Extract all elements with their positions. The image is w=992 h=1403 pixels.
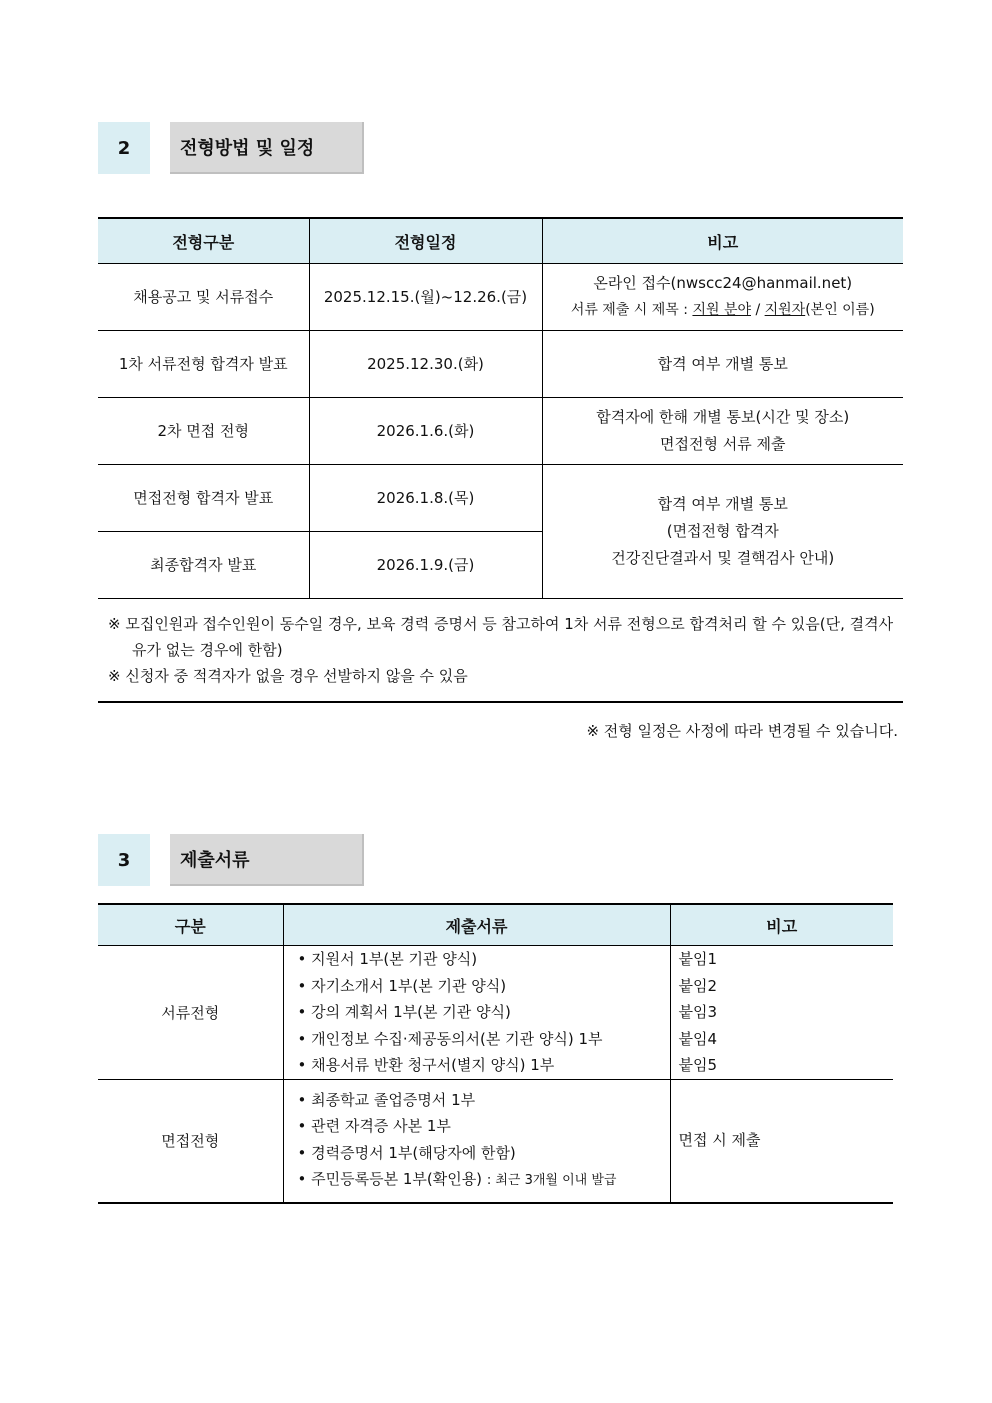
list-item: • 자기소개서 1부(본 기관 양식) — [297, 976, 507, 995]
list-item-note: : 최근 3개월 이내 발급 — [486, 1173, 617, 1188]
row-remark: 면접 시 제출 — [670, 1079, 893, 1203]
row-remark: 합격 여부 개별 통보 — [542, 331, 903, 398]
row-items — [283, 1079, 670, 1203]
list-item-text: • 주민등록등본 1부(확인용) — [297, 1170, 487, 1188]
document-list — [284, 946, 670, 1079]
remark-line: (면접전형 합격자 — [666, 522, 779, 540]
row-category: 서류전형 — [98, 946, 283, 1080]
row-schedule: 2025.12.30.(화) — [309, 331, 542, 398]
schedule-table — [98, 217, 903, 599]
remark-line: 붙임3 — [678, 1003, 718, 1021]
row-schedule: 2025.12.15.(월)~12.26.(금) — [309, 264, 542, 331]
row-items — [283, 946, 670, 1080]
list-item: • 지원서 1부(본 기관 양식) — [297, 950, 478, 968]
row-schedule: 2026.1.8.(목) — [309, 465, 542, 532]
column-header: 전형일정 — [309, 218, 542, 264]
row-schedule: 2026.1.6.(화) — [309, 398, 542, 465]
remark-line: 붙임1 — [678, 950, 718, 968]
section-3-title: 제출서류 — [170, 834, 364, 886]
table-row — [98, 1079, 893, 1203]
remark-text: 서류 제출 시 제목 : — [570, 302, 693, 318]
table-row — [98, 398, 903, 465]
list-item: • 채용서류 반환 청구서(별지 양식) 1부 — [297, 1056, 555, 1074]
row-category: 2차 면접 전형 — [98, 398, 309, 465]
schedule-footnote: ※ 전형 일정은 사정에 따라 변경될 수 있습니다. — [586, 722, 898, 740]
remark-underlined: 지원 분야 — [692, 302, 751, 318]
section-2-title: 전형방법 및 일정 — [170, 122, 364, 174]
remark-line: 붙임5 — [678, 1056, 718, 1074]
column-header: 전형구분 — [98, 218, 309, 264]
row-category: 면접전형 — [98, 1079, 283, 1203]
column-header: 비고 — [542, 218, 903, 264]
row-category: 채용공고 및 서류접수 — [98, 264, 309, 331]
table-header-row — [98, 904, 893, 946]
remark-line: 온라인 접수(nwscc24@hanmail.net) — [593, 274, 853, 292]
row-schedule: 2026.1.9.(금) — [309, 532, 542, 599]
remark-text: (본인 이름) — [805, 302, 875, 318]
remark-line: 붙임2 — [678, 976, 718, 995]
list-item: • 최종학교 졸업증명서 1부 — [297, 1090, 476, 1109]
remark-line: 면접전형 서류 제출 — [660, 435, 786, 453]
list-item — [298, 1166, 670, 1195]
documents-table — [98, 903, 893, 1204]
document-list — [284, 1087, 670, 1195]
remark-line: 건강진단결과서 및 결핵검사 안내) — [611, 549, 835, 567]
section-3-header — [98, 834, 364, 886]
section-3-number: 3 — [98, 834, 150, 886]
remark-line — [543, 297, 904, 324]
table-row — [98, 946, 893, 1080]
list-item: • 관련 자격증 사본 1부 — [297, 1117, 451, 1135]
row-remark — [542, 398, 903, 465]
row-category: 최종합격자 발표 — [98, 532, 309, 599]
note-item: ※ 모집인원과 접수인원이 동수일 경우, 보육 경력 증명서 등 참고하여 1차 서류 전형으로 합격처리 할 수 있음(단, 결격사유가 없는 경우에 한함) — [108, 615, 894, 659]
column-header: 구분 — [98, 904, 283, 946]
notes-box — [98, 597, 903, 703]
row-remark — [542, 465, 903, 599]
list-item: • 개인정보 수집·제공동의서(본 기관 양식) 1부 — [297, 1029, 603, 1048]
note-item: ※ 신청자 중 적격자가 없을 경우 선발하지 않을 수 있음 — [108, 667, 468, 685]
row-category: 1차 서류전형 합격자 발표 — [98, 331, 309, 398]
remark-text: / — [751, 302, 765, 318]
remark-line: 붙임4 — [678, 1029, 718, 1048]
remark-underlined: 지원자 — [764, 302, 806, 318]
section-2-number: 2 — [98, 122, 150, 174]
remark-line: 합격자에 한해 개별 통보(시간 및 장소) — [596, 408, 850, 426]
row-remark — [542, 264, 903, 331]
section-2-header — [98, 122, 364, 174]
table-row — [98, 264, 903, 331]
table-row — [98, 331, 903, 398]
table-row — [98, 465, 903, 532]
column-header: 제출서류 — [283, 904, 670, 946]
row-category: 면접전형 합격자 발표 — [98, 465, 309, 532]
list-item: • 강의 계획서 1부(본 기관 양식) — [297, 1003, 511, 1021]
column-header: 비고 — [670, 904, 893, 946]
row-remarks — [670, 946, 893, 1080]
list-item: • 경력증명서 1부(해당자에 한함) — [297, 1143, 516, 1162]
remark-line: 합격 여부 개별 통보 — [657, 495, 788, 513]
table-header-row — [98, 218, 903, 264]
